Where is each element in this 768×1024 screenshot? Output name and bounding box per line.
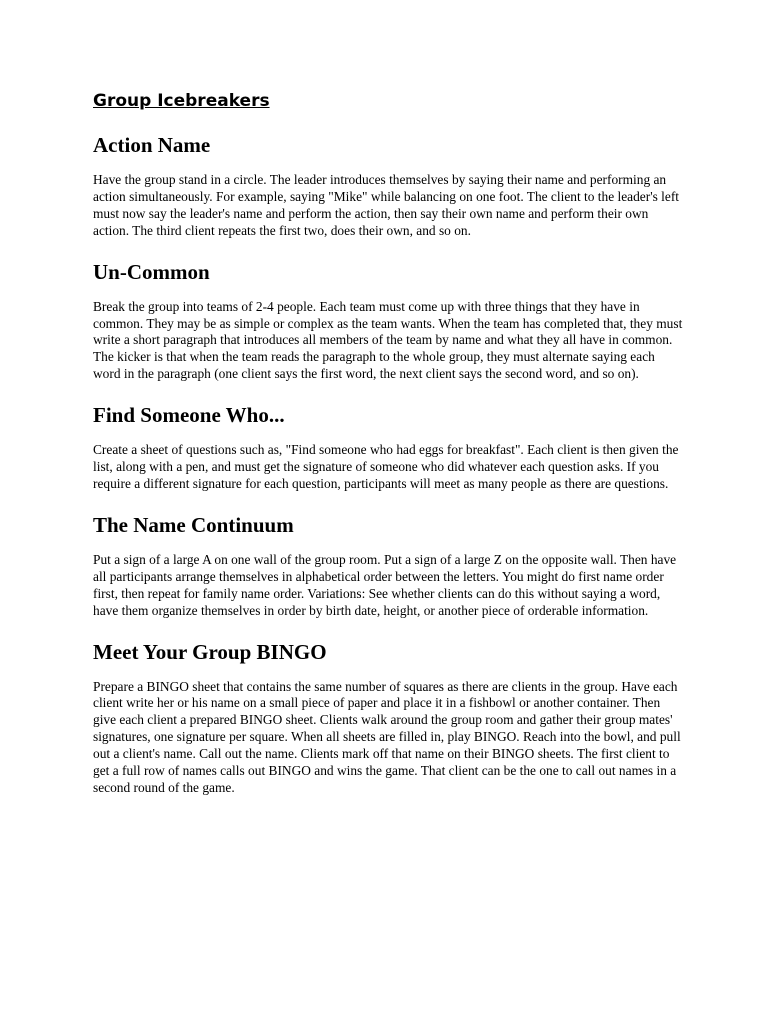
document-title: Group Icebreakers: [93, 91, 270, 111]
section-group-bingo: [93, 639, 683, 797]
section-find-someone-who: [93, 402, 683, 493]
section-action-name: [93, 132, 683, 240]
section-heading: Un-Common: [93, 259, 210, 284]
section-body: Put a sign of a large A on one wall of the group room. Put a sign of a large Z on the opposite wall. Then have all participants arrange themselves in alphabetical order between the letters. You might do first name order first, then repeat for family name order. Variations: See whether clients can do this without saying a word, have them organize themselves in order by birth date, height, or another piece of orderable information.: [93, 551, 677, 618]
section-un-common: [93, 259, 683, 384]
document-page: [93, 88, 683, 816]
section-body: Create a sheet of questions such as, "Find someone who had eggs for breakfast". Each client is then given the list, along with a pen, and must get the signature of someone who did whatever each question asks. If you require a different signature for each question, participants will meet as many people as there are questions.: [93, 442, 679, 491]
section-body: Break the group into teams of 2-4 people. Each team must come up with three things that they have in common. They may be as simple or complex as the team wants. When the team has completed that, they must write a short paragraph that introduces all members of the team by name and what they all have in common. The kicker is that when the team reads the paragraph to the whole group, they must alternate saying each word in the paragraph (one client says the first word, the next client says the second word, and so on).: [93, 298, 683, 382]
section-body: Have the group stand in a circle. The leader introduces themselves by saying their name and performing an action simultaneously. For example, saying "Mike" while balancing on one foot. The client to the leader's left must now say the leader's name and perform the action, then say their own name and perform their own action. The third client repeats the first two, does their own, and so on.: [93, 172, 680, 238]
section-body: Prepare a BINGO sheet that contains the same number of squares as there are clients in the group. Have each client write her or his name on a small piece of paper and place it in a fishbowl or another container. Then give each client a prepared BINGO sheet. Clients walk around the group room and gather their group mates' signatures, one signature per square. When all sheets are filled in, play BINGO. Reach into the bowl, and pull out a client's name. Call out the name. Clients mark off that name on their BINGO sheets. The first client to get a full row of names calls out BINGO and wins the game. That client can be the one to call out names in a second round of the game.: [93, 678, 681, 795]
section-heading: The Name Continuum: [93, 512, 294, 537]
section-heading: Action Name: [93, 133, 211, 157]
section-name-continuum: [93, 512, 683, 620]
section-heading: Find Someone Who...: [93, 403, 285, 428]
section-heading: Meet Your Group BINGO: [93, 639, 327, 664]
